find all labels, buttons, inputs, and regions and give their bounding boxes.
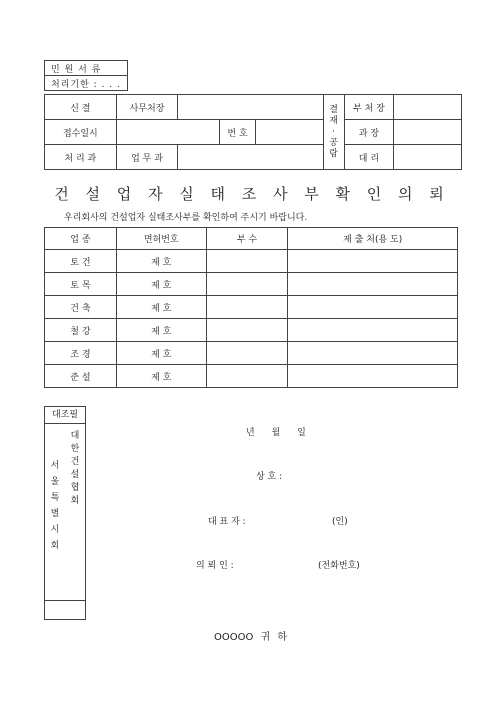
- destination-field[interactable]: [288, 365, 458, 388]
- approval-role-label: 과 장: [344, 120, 394, 145]
- copies-field[interactable]: [206, 342, 288, 365]
- license-number-field[interactable]: 제 호: [116, 342, 206, 365]
- table-row: [45, 250, 458, 273]
- copies-field[interactable]: [206, 296, 288, 319]
- license-number-field[interactable]: 제 호: [116, 319, 206, 342]
- phone-number-label: (전화번호): [318, 561, 360, 571]
- approval-cell-label: 처 리 과: [45, 145, 117, 170]
- date-field[interactable]: 년 월 일: [246, 428, 306, 438]
- approval-sign-cell[interactable]: [394, 120, 462, 145]
- verification-label: 대조필: [45, 407, 85, 424]
- industry-type: 철 강: [45, 319, 117, 342]
- approval-cell-blank[interactable]: [116, 120, 219, 145]
- approval-cell-label: 접수일시: [45, 120, 117, 145]
- destination-field[interactable]: [288, 296, 458, 319]
- approval-cell-label: 사무처장: [116, 95, 178, 120]
- column-header: 면허번호: [116, 228, 206, 250]
- destination-field[interactable]: [288, 273, 458, 296]
- table-row: [45, 342, 458, 365]
- destination-field[interactable]: [288, 250, 458, 273]
- recipient-line: OOOOO 귀 하: [214, 632, 288, 643]
- industry-type: 토 건: [45, 250, 117, 273]
- approval-vertical-label: 결 재 · 공 람: [323, 95, 344, 170]
- destination-field[interactable]: [288, 342, 458, 365]
- approval-cell-blank[interactable]: [178, 95, 323, 120]
- representative-field[interactable]: 대 표 자 :: [208, 517, 246, 527]
- deadline-label: 처리기한 : . . .: [45, 76, 128, 91]
- industry-type: 건 축: [45, 296, 117, 319]
- industry-type: 조 경: [45, 342, 117, 365]
- column-header: 업 종: [45, 228, 117, 250]
- license-table: [44, 227, 458, 388]
- approval-cell-label: 신 결: [45, 95, 117, 120]
- page-title: 건 설 업 자 실 태 조 사 부 확 인 의 뢰: [54, 185, 450, 203]
- document-type-label: 민 원 서 류: [45, 61, 128, 76]
- approval-cell-label: 업 무 과: [116, 145, 178, 170]
- approval-sign-cell[interactable]: [394, 145, 462, 170]
- seal-mark: (인): [332, 517, 348, 527]
- industry-type: 준 설: [45, 365, 117, 388]
- industry-type: 토 목: [45, 273, 117, 296]
- copies-field[interactable]: [206, 250, 288, 273]
- association-name-vertical: 대 한 건 설 협 회: [70, 431, 80, 506]
- copies-field[interactable]: [206, 319, 288, 342]
- table-row: [45, 273, 458, 296]
- copies-field[interactable]: [206, 273, 288, 296]
- table-row: [45, 319, 458, 342]
- company-name-field[interactable]: 상 호 :: [256, 472, 283, 482]
- table-row: [45, 365, 458, 388]
- table-header-row: [45, 228, 458, 250]
- association-stamp-area: [45, 424, 85, 601]
- page-subtitle: 우리회사의 건설업자 실태조사부를 확인하여 주시기 바랍니다.: [64, 213, 308, 223]
- approval-cell-blank[interactable]: [255, 120, 323, 145]
- license-number-field[interactable]: 제 호: [116, 273, 206, 296]
- table-row: [45, 296, 458, 319]
- verification-box: [44, 406, 86, 620]
- license-number-field[interactable]: 제 호: [116, 250, 206, 273]
- approval-role-label: 대 리: [344, 145, 394, 170]
- approval-cell-blank[interactable]: [178, 145, 323, 170]
- copies-field[interactable]: [206, 365, 288, 388]
- approval-sign-cell[interactable]: [394, 95, 462, 120]
- approval-table: [44, 94, 462, 170]
- destination-field[interactable]: [288, 319, 458, 342]
- license-number-field[interactable]: 제 호: [116, 296, 206, 319]
- approval-role-label: 부 처 장: [344, 95, 394, 120]
- approval-cell-label: 번 호: [220, 120, 256, 145]
- column-header: 부 수: [206, 228, 288, 250]
- license-number-field[interactable]: 제 호: [116, 365, 206, 388]
- requester-field[interactable]: 의 뢰 인 :: [196, 561, 234, 571]
- document-header-box: [44, 60, 128, 91]
- column-header: 제 출 처(용 도): [288, 228, 458, 250]
- branch-name-vertical: 서 울 특 별 시 회: [50, 461, 60, 551]
